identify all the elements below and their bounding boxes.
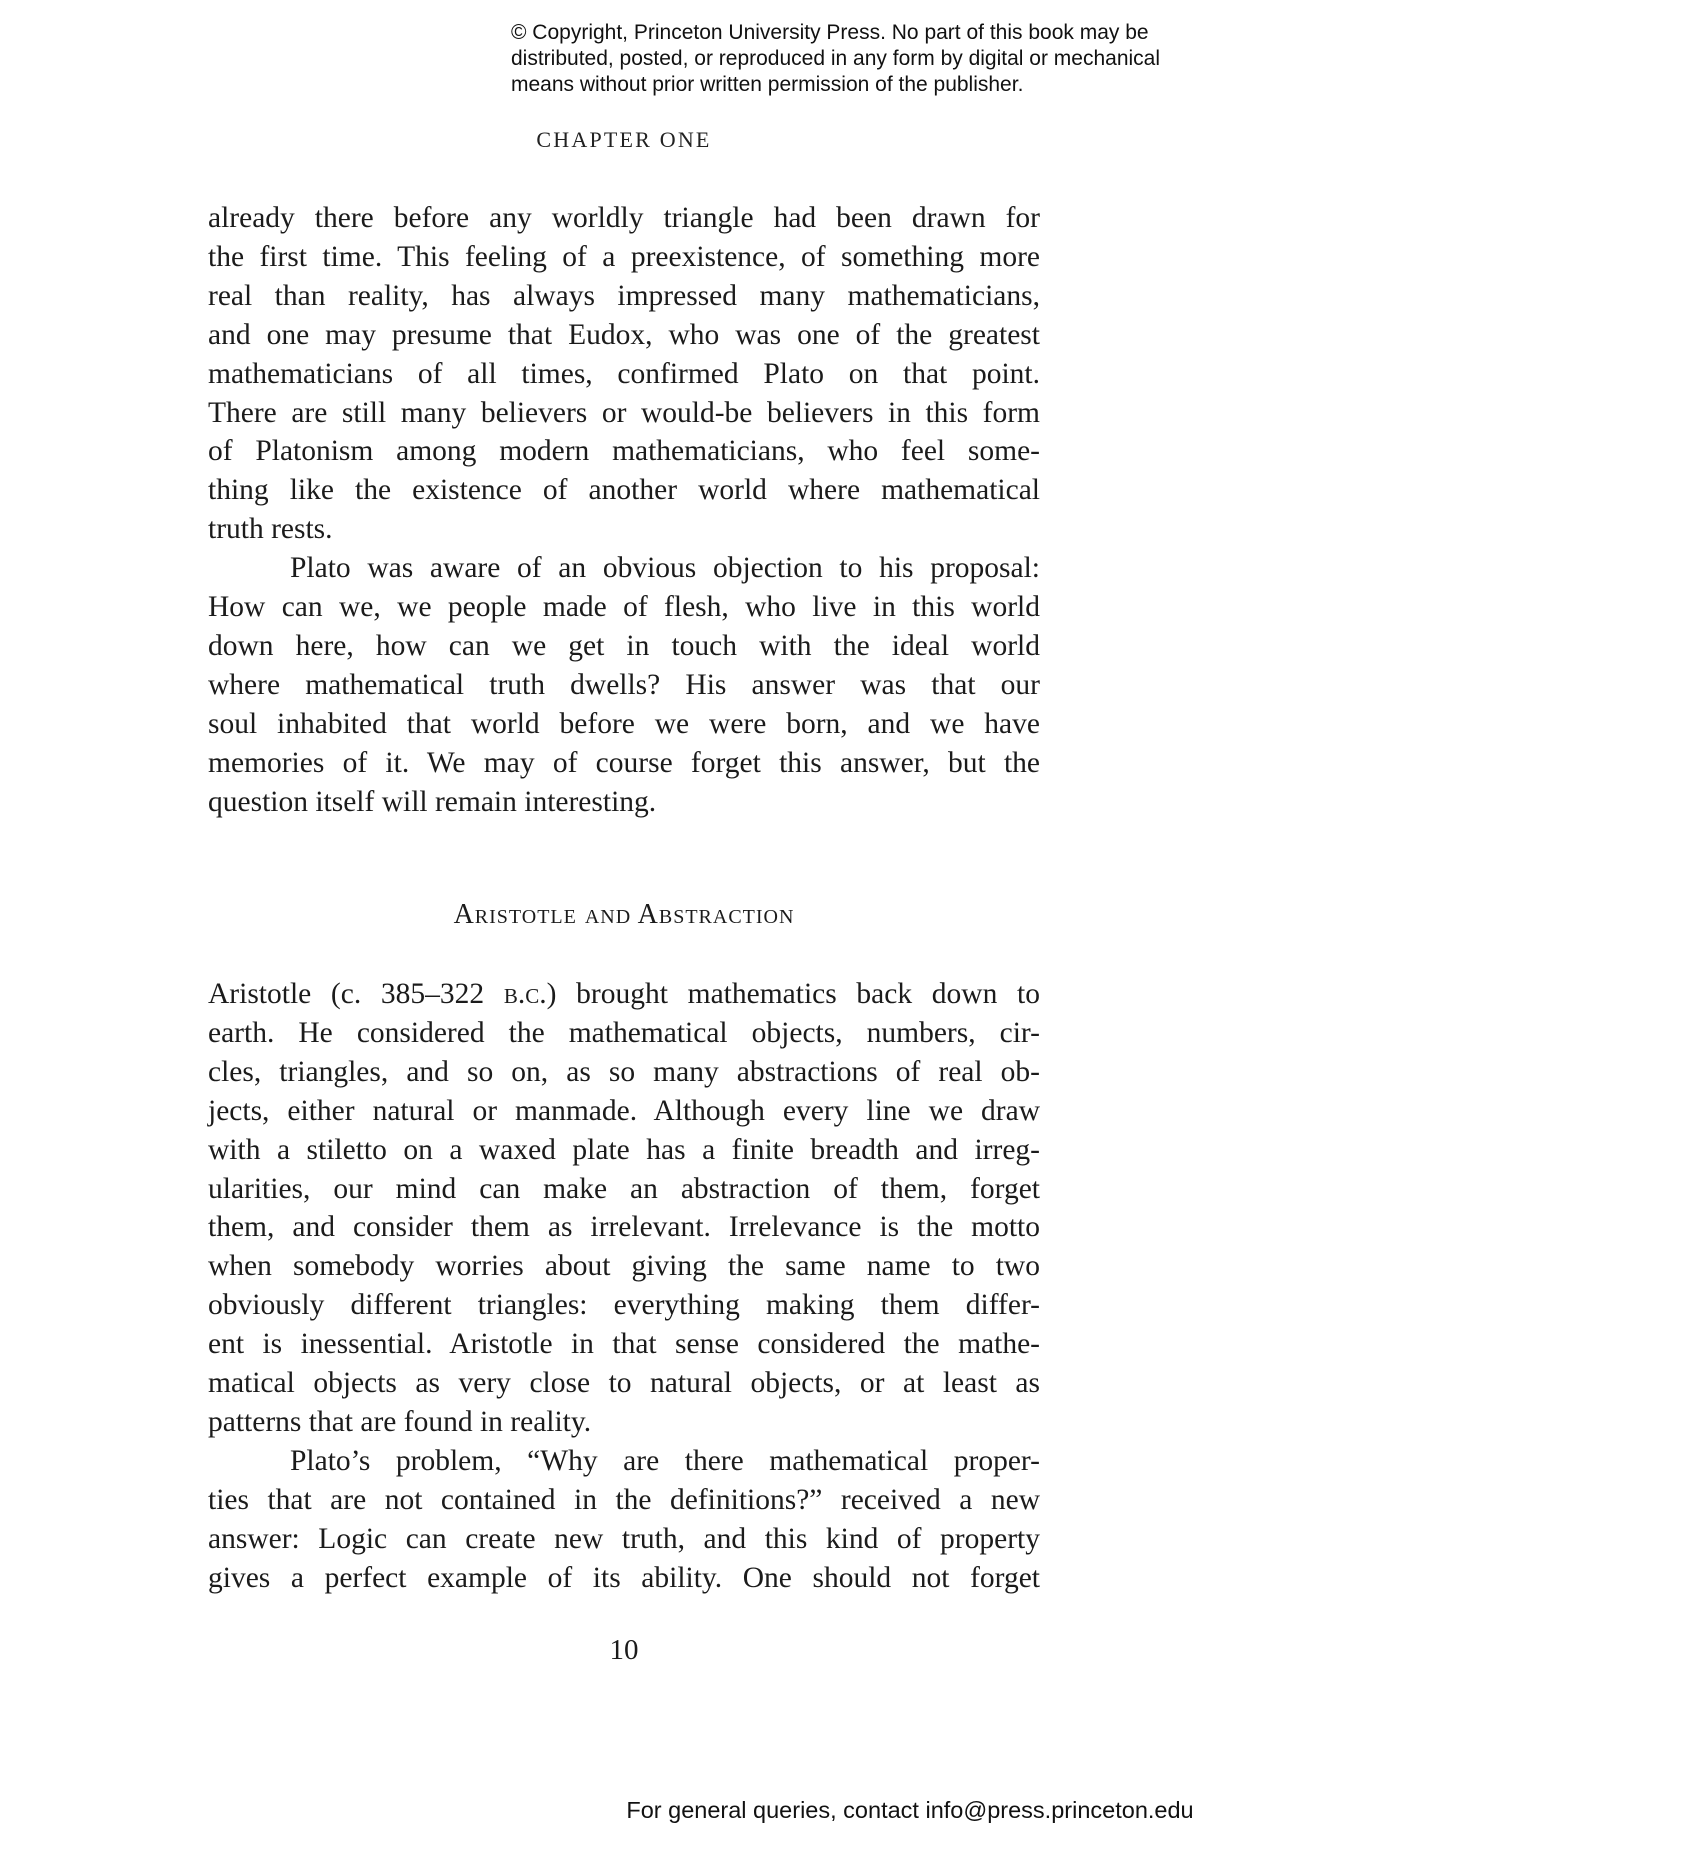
text-run: ) brought mathematics back down to xyxy=(546,978,1040,1010)
text-line: already there before any worldly triangle had been drawn for xyxy=(208,202,1040,234)
text-line: Plato was aware of an obvious objection to his proposal: xyxy=(290,552,1040,585)
text-line: them, and consider them as irrelevant. Irrelevance is the motto xyxy=(208,1211,1040,1244)
text-line: with a stiletto on a waxed plate has a finite breadth and irreg- xyxy=(208,1133,1040,1166)
text-line: when somebody worries about giving the same name to two xyxy=(208,1250,1040,1283)
text-line: patterns that are found in reality. xyxy=(208,1405,592,1438)
paragraph-plato-objection xyxy=(208,549,1040,821)
text-line: question itself will remain interesting. xyxy=(208,785,657,818)
text-line: ent is inessential. Aristotle in that sense considered the mathe- xyxy=(208,1328,1040,1361)
text-line: truth rests. xyxy=(208,513,333,546)
text-line xyxy=(208,975,1040,1014)
text-block-upper xyxy=(208,199,1040,822)
footer-contact: For general queries, contact info@press.princeton.edu xyxy=(626,1797,1194,1823)
text-line: Plato’s problem, “Why are there mathematical proper- xyxy=(290,1444,1040,1477)
page-number: 10 xyxy=(609,1634,639,1666)
era-abbreviation: b.c. xyxy=(503,978,547,1010)
copyright-line: means without prior written permission of the publisher. xyxy=(511,73,1024,96)
text-line: down here, how can we get in touch with the ideal world xyxy=(208,629,1040,662)
text-line: ties that are not contained in the definitions?” received a new xyxy=(208,1483,1040,1516)
text-line: thing like the existence of another world where mathematical xyxy=(208,474,1040,507)
text-line: the first time. This feeling of a preexistence, of something more xyxy=(208,240,1040,273)
running-head: CHAPTER ONE xyxy=(536,127,712,152)
text-line: where mathematical truth dwells? His answer was that our xyxy=(208,668,1040,701)
text-line: matical objects as very close to natural objects, or at least as xyxy=(208,1367,1040,1400)
copyright-line: distributed, posted, or reproduced in any form by digital or mechanical xyxy=(511,47,1161,70)
text-line: and one may presume that Eudox, who was one of the greatest xyxy=(208,318,1040,351)
text-line: cles, triangles, and so on, as so many abstractions of real ob- xyxy=(208,1055,1040,1088)
text-run: Aristotle (c. 385–322 xyxy=(208,978,504,1010)
text-line: There are still many believers or would-be believers in this form xyxy=(208,396,1040,429)
text-line: ularities, our mind can make an abstraction of them, forget xyxy=(208,1172,1040,1205)
text-block-lower xyxy=(208,975,1040,1598)
text-line: answer: Logic can create new truth, and this kind of property xyxy=(208,1522,1040,1555)
text-line: jects, either natural or manmade. Although every line we draw xyxy=(208,1094,1040,1127)
text-line: mathematicians of all times, confirmed Plato on that point. xyxy=(208,357,1040,390)
section-heading: Aristotle and Abstraction xyxy=(453,899,795,930)
text-line: gives a perfect example of its ability. One should not forget xyxy=(208,1561,1040,1594)
text-line: How can we, we people made of flesh, who live in this world xyxy=(208,591,1040,624)
text-line: of Platonism among modern mathematicians, who feel some- xyxy=(208,435,1040,468)
paragraph-aristotle xyxy=(208,975,1040,1442)
text-line: obviously different triangles: everything making them differ- xyxy=(208,1289,1040,1322)
text-line: earth. He considered the mathematical objects, numbers, cir- xyxy=(208,1016,1040,1049)
copyright-line: © Copyright, Princeton University Press. No part of this book may be xyxy=(511,21,1149,44)
text-line: soul inhabited that world before we were born, and we have xyxy=(208,707,1040,740)
paragraph-plato-problem xyxy=(208,1442,1040,1598)
paragraph-platonism xyxy=(208,199,1040,549)
text-line: real than reality, has always impressed many mathematicians, xyxy=(208,279,1040,312)
text-line: memories of it. We may of course forget this answer, but the xyxy=(208,746,1040,779)
copyright-notice xyxy=(511,20,1271,98)
